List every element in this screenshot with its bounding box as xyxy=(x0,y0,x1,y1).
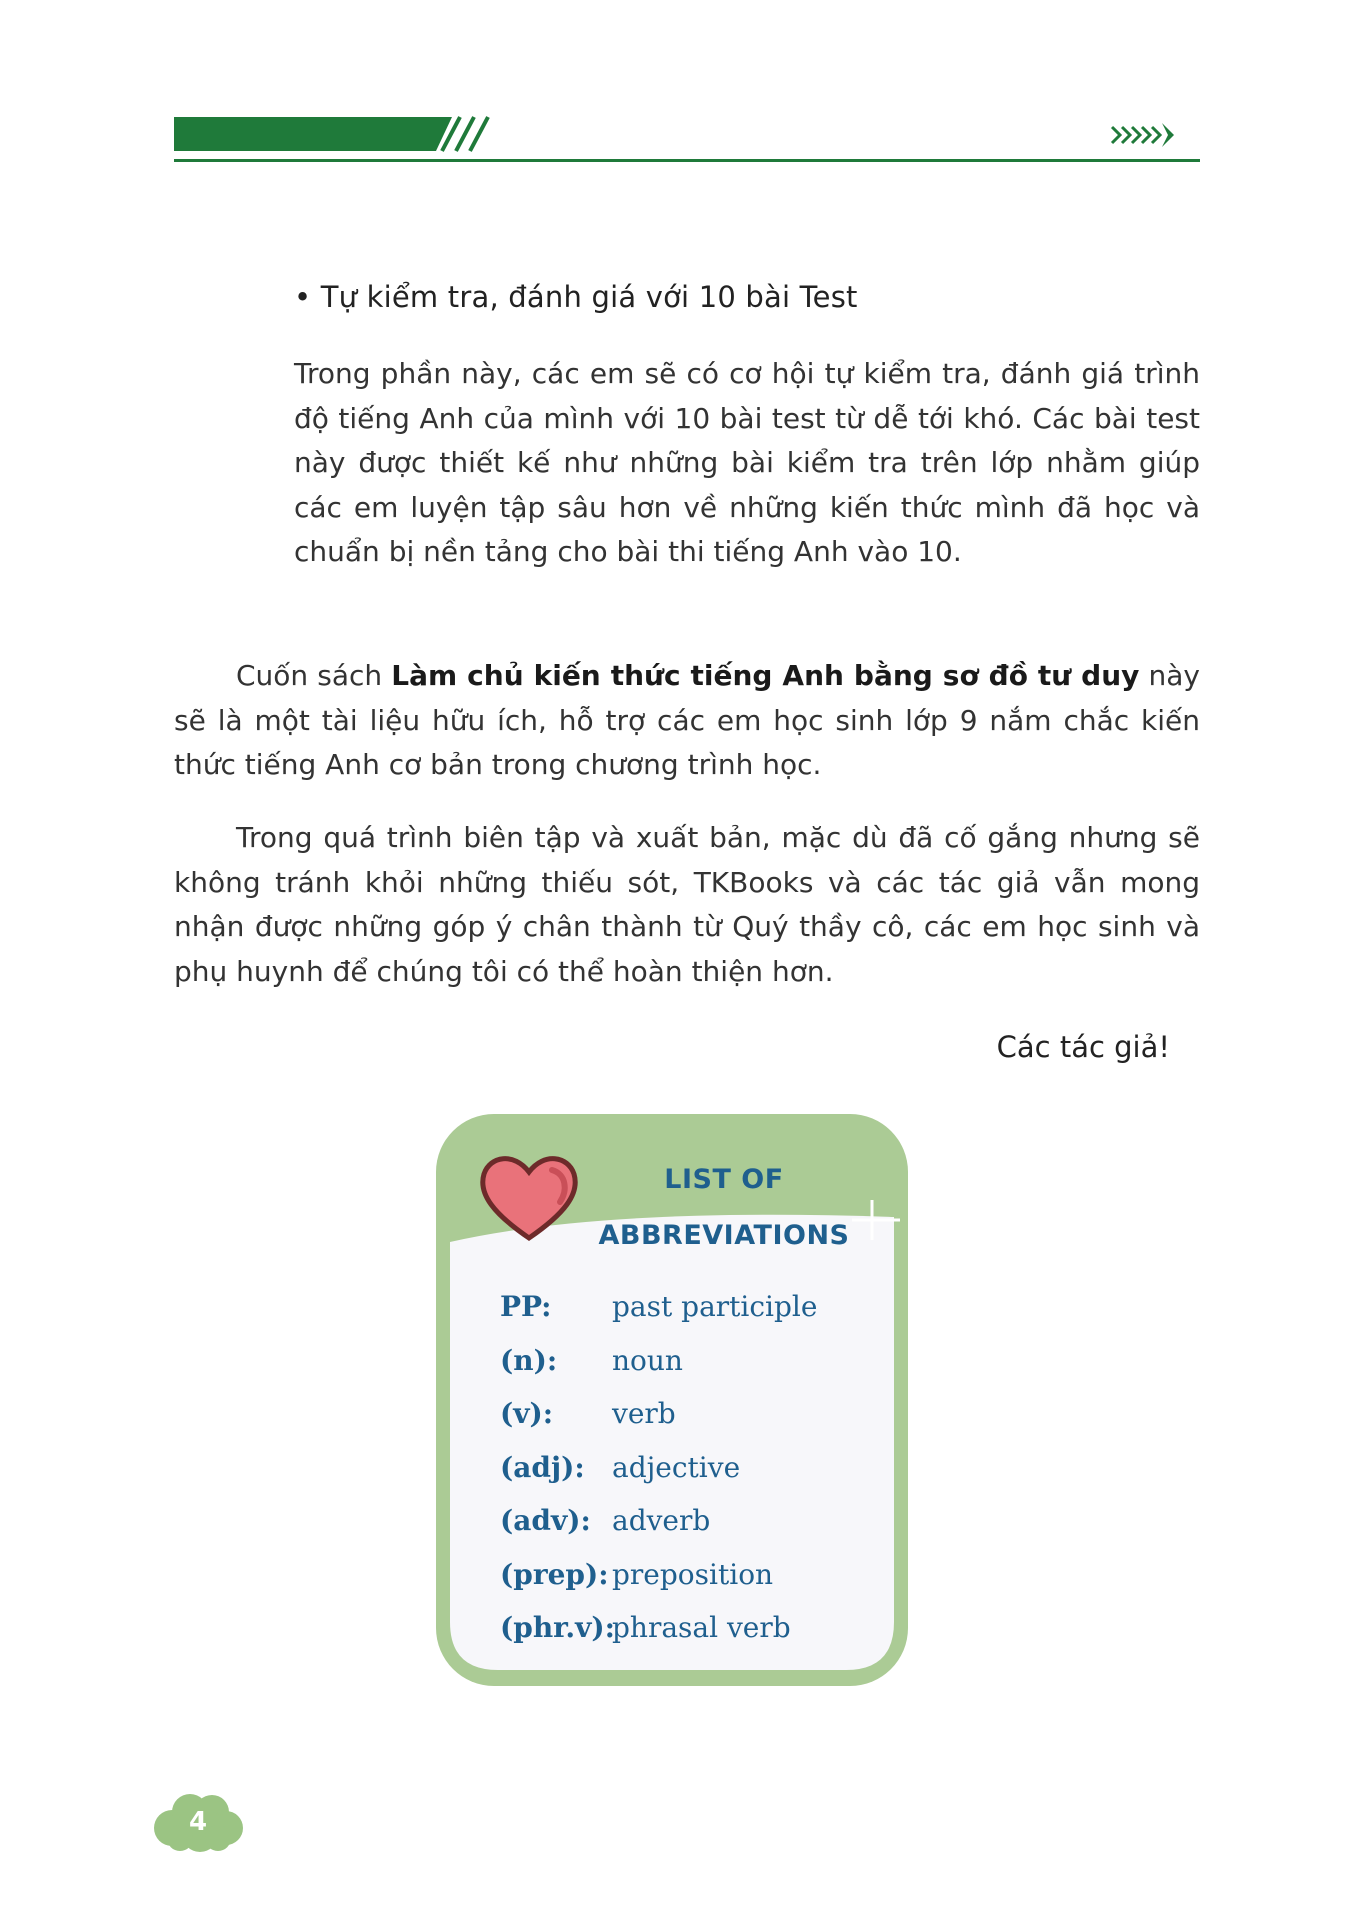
book-title: Làm chủ kiến thức tiếng Anh bằng sơ đồ tư duy xyxy=(391,659,1140,692)
list-item xyxy=(500,1334,880,1388)
card-title xyxy=(574,1152,874,1264)
intro-paragraph xyxy=(174,654,1200,788)
header-bar xyxy=(174,115,1200,165)
card-title-line2: ABBREVIATIONS xyxy=(598,1220,850,1251)
list-item xyxy=(500,1601,880,1655)
abbreviations-card xyxy=(434,1112,910,1688)
list-item xyxy=(500,1548,880,1602)
heart-icon xyxy=(474,1148,584,1248)
abbr-key: (adv): xyxy=(500,1504,591,1538)
section-paragraph: Trong phần này, các em sẽ có cơ hội tự kiểm tra, đánh giá trình độ tiếng Anh của mình với 10 bài test từ dễ tới khó. Các bài test này được thiết kế như những bài kiểm tra trên lớp nhằm giúp các em luyện tập sâu hơn về những kiến thức mình đã học và chuẩn bị nền tảng cho bài thi tiếng Anh vào 10. xyxy=(294,357,1200,568)
closing-paragraph: Trong quá trình biên tập và xuất bản, mặc dù đã cố gắng nhưng sẽ không tránh khỏi những thiếu sót, TKBooks và các tác giả vẫn mong nhận được những góp ý chân thành từ Quý thầy cô, các em học sinh và phụ huynh để chúng tôi có thể hoàn thiện hơn. xyxy=(174,821,1200,988)
abbr-key: (v): xyxy=(500,1397,554,1431)
page-number: 4 xyxy=(188,1807,208,1837)
abbr-value: past participle xyxy=(612,1290,818,1324)
abbr-key: (n): xyxy=(500,1343,558,1377)
card-title-line1: LIST OF xyxy=(664,1164,784,1195)
abbr-value: preposition xyxy=(612,1557,774,1591)
page-number-badge xyxy=(150,1790,246,1854)
abbreviation-list xyxy=(500,1280,880,1655)
abbr-key: (prep): xyxy=(500,1557,609,1591)
list-item xyxy=(500,1441,880,1495)
abbr-key: (adj): xyxy=(500,1450,585,1484)
header-rule xyxy=(174,159,1200,162)
section-heading: • Tự kiểm tra, đánh giá với 10 bài Test xyxy=(294,280,858,314)
page-header xyxy=(174,115,1200,165)
abbr-value: phrasal verb xyxy=(612,1611,791,1645)
abbr-key: PP: xyxy=(500,1290,552,1324)
abbr-key: (phr.v): xyxy=(500,1611,615,1645)
chevrons-right-icon xyxy=(1112,123,1174,147)
intro-text-start: Cuốn sách xyxy=(236,659,392,692)
list-item xyxy=(500,1280,880,1334)
abbr-value: verb xyxy=(612,1397,676,1431)
intro-text-end: này sẽ là một tài liệu hữu ích, hỗ trợ các em học sinh lớp 9 nắm chắc kiến thức tiếng Anh cơ bản trong chương trình học. xyxy=(174,659,1200,781)
abbr-value: noun xyxy=(612,1343,683,1377)
abbr-value: adjective xyxy=(612,1450,741,1484)
signature: Các tác giả! xyxy=(996,1030,1170,1064)
header-green-block xyxy=(174,117,452,151)
list-item xyxy=(500,1494,880,1548)
list-item xyxy=(500,1387,880,1441)
abbr-value: adverb xyxy=(612,1504,711,1538)
